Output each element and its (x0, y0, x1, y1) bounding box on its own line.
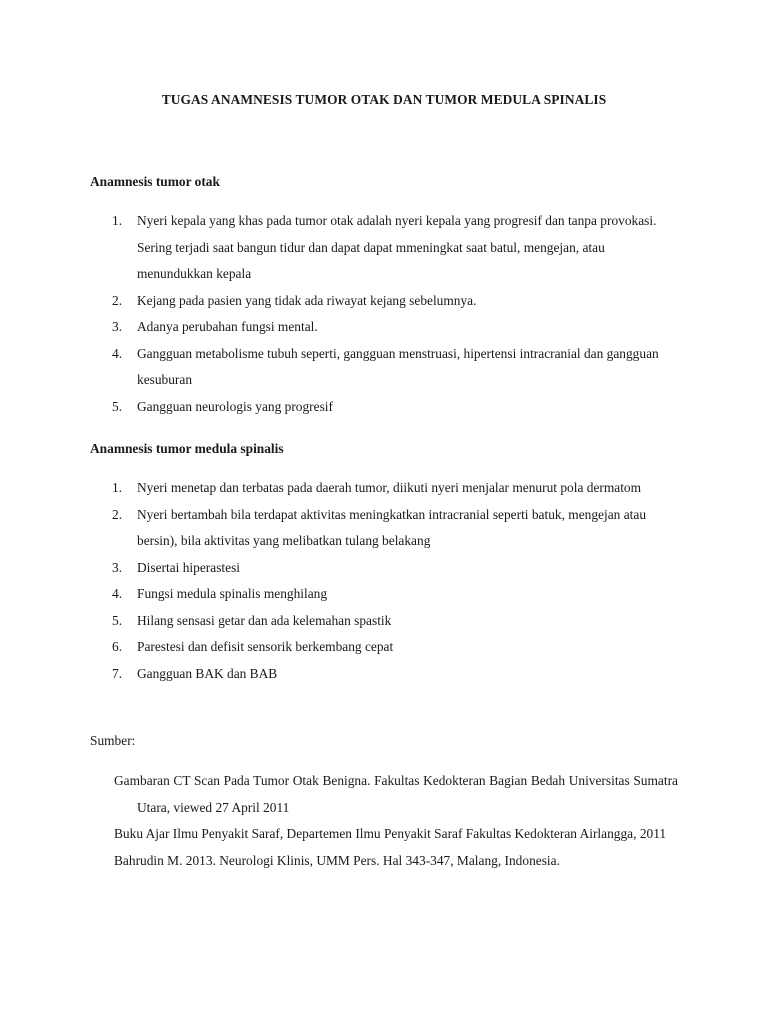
reference-entry: Buku Ajar Ilmu Penyakit Saraf, Departemen Ilmu Penyakit Saraf Fakultas Kedokteran Airlangga, 2011 (114, 826, 667, 841)
list-number: 2. (112, 506, 123, 522)
list-number: 7. (112, 665, 123, 681)
list-item-text: Parestesi dan defisit sensorik berkembang cepat (137, 639, 394, 654)
list-item (0, 502, 667, 555)
list-number: 5. (112, 612, 123, 628)
list-number: 3. (112, 559, 123, 575)
list-item-text: Kejang pada pasien yang tidak ada riwayat kejang sebelumnya. (137, 292, 477, 308)
list-item-text: Hilang sensasi getar dan ada kelemahan spastik (137, 612, 392, 628)
list-number: 6. (112, 639, 123, 654)
list-item-text: Disertai hiperastesi (137, 559, 240, 575)
list-item-text: Gangguan neurologis yang progresif (137, 398, 333, 414)
list-item-text: Nyeri kepala yang khas pada tumor otak adalah nyeri kepala yang progresif dan tanpa provokasi. Sering terjadi saat bangun tidur dan dapat dapat mmeningkat saat batul, mengejan, atau menundukkan kepala (137, 213, 657, 281)
list-tumor-medula-spinalis (0, 475, 768, 687)
list-item (0, 581, 667, 608)
list-item-text: Gangguan metabolisme tubuh seperti, gangguan menstruasi, hipertensi intracranial dan gangguan kesuburan (137, 345, 659, 387)
list-item (0, 314, 667, 341)
list-item-text: Gangguan BAK dan BAB (137, 665, 278, 681)
list-item (0, 341, 667, 394)
list-tumor-otak (0, 208, 768, 420)
reference-list (114, 768, 678, 874)
reference-entry: Gambaran CT Scan Pada Tumor Otak Benigna. Fakultas Kedokteran Bagian Bedah Universitas Sumatra Utara, viewed 27 April 2011 (114, 773, 678, 815)
list-item (0, 661, 667, 688)
list-item-text: Nyeri bertambah bila terdapat aktivitas meningkatkan intracranial seperti batuk, mengejan atau bersin), bila aktivitas yang melibatkan tulang belakang (137, 506, 647, 548)
list-item (0, 208, 667, 288)
list-number: 4. (112, 586, 123, 601)
list-item (0, 634, 667, 661)
list-number: 2. (112, 292, 123, 308)
list-item (0, 608, 667, 635)
list-item-text: Adanya perubahan fungsi mental. (137, 319, 318, 334)
list-item (0, 288, 667, 315)
list-number: 1. (112, 213, 123, 228)
list-number: 3. (112, 319, 123, 334)
section-heading-tumor-otak: Anamnesis tumor otak (90, 174, 220, 189)
sources-label: Sumber: (90, 733, 136, 748)
reference-entry: Bahrudin M. 2013. Neurologi Klinis, UMM Pers. Hal 343-347, Malang, Indonesia. (114, 852, 560, 868)
document-title: TUGAS ANAMNESIS TUMOR OTAK DAN TUMOR MEDULA SPINALIS (161, 92, 607, 107)
list-number: 4. (112, 345, 123, 361)
list-number: 1. (112, 480, 123, 495)
list-item-text: Fungsi medula spinalis menghilang (137, 586, 328, 601)
section-heading-tumor-medula-spinalis: Anamnesis tumor medula spinalis (90, 441, 284, 456)
list-number: 5. (112, 398, 123, 414)
list-item-text: Nyeri menetap dan terbatas pada daerah tumor, diikuti nyeri menjalar menurut pola dermatom (137, 480, 642, 495)
list-item (0, 394, 667, 421)
list-item (0, 475, 667, 502)
list-item (0, 555, 667, 582)
